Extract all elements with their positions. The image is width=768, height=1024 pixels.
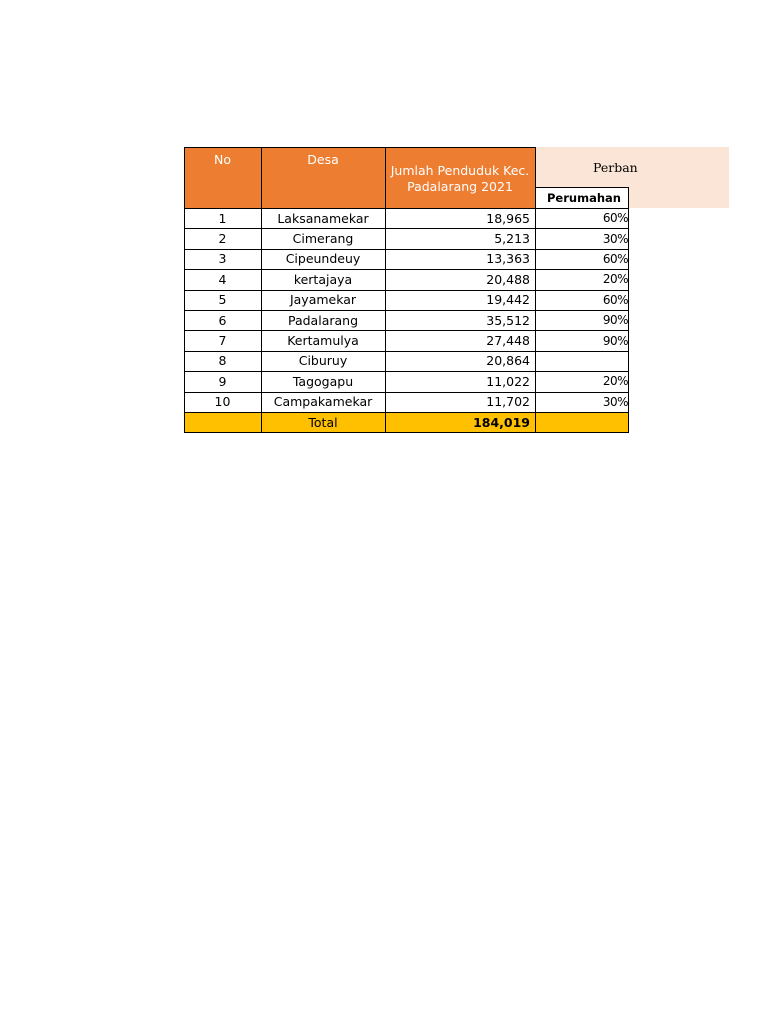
- cell-perumahan-9[interactable]: [535, 371, 628, 391]
- cell-no-9[interactable]: [184, 371, 261, 391]
- grid-col-line: [535, 147, 536, 433]
- cell-total-label-text: Total: [308, 414, 338, 430]
- grid-col-line: [628, 187, 629, 433]
- cell-total-label[interactable]: [261, 412, 385, 432]
- grid-row-line: [184, 290, 629, 291]
- grid-col-line: [261, 147, 262, 433]
- cell-perumahan-8[interactable]: [535, 351, 628, 371]
- header-perumahan[interactable]: [535, 187, 628, 208]
- cell-jumlah-9-text: 11,022: [486, 373, 530, 389]
- header-no-text: No: [214, 152, 231, 167]
- cell-perumahan-1-text: 60%: [602, 211, 628, 226]
- cell-desa-7-text: Kertamulya: [287, 333, 359, 349]
- grid-col-line: [184, 147, 185, 433]
- cell-jumlah-9[interactable]: [385, 371, 535, 391]
- header-perumahan-text: Perumahan: [547, 190, 621, 205]
- cell-no-1-text: 1: [218, 210, 227, 226]
- grid-row-line: [184, 351, 629, 352]
- cell-desa-1-text: Laksanamekar: [277, 210, 369, 226]
- cell-no-9-text: 9: [218, 373, 227, 389]
- cell-perumahan-2-text: 30%: [602, 231, 628, 246]
- cell-desa-8[interactable]: [261, 351, 385, 371]
- header-desa-text: Desa: [307, 152, 339, 167]
- cell-total-perumahan[interactable]: [535, 412, 628, 432]
- cell-no-8[interactable]: [184, 351, 261, 371]
- cell-perumahan-6-text: 90%: [602, 313, 628, 328]
- cell-jumlah-4-text: 20,488: [486, 271, 530, 287]
- cell-jumlah-7[interactable]: [385, 330, 535, 350]
- cell-perumahan-6[interactable]: [535, 310, 628, 330]
- cell-perumahan-4-text: 20%: [602, 272, 628, 287]
- cell-no-7[interactable]: [184, 330, 261, 350]
- cell-perumahan-10[interactable]: [535, 392, 628, 412]
- cell-no-1[interactable]: [184, 208, 261, 228]
- cell-jumlah-1[interactable]: [385, 208, 535, 228]
- grid-row-line: [184, 330, 629, 331]
- cell-no-6[interactable]: [184, 310, 261, 330]
- grid-subheader-top: [535, 187, 629, 188]
- cell-perumahan-1[interactable]: [535, 208, 628, 228]
- cell-desa-2[interactable]: [261, 228, 385, 248]
- grid-row-line: [184, 310, 629, 311]
- cell-jumlah-10[interactable]: [385, 392, 535, 412]
- cell-jumlah-5[interactable]: [385, 290, 535, 310]
- cell-desa-4[interactable]: [261, 269, 385, 289]
- cell-total-jumlah[interactable]: [385, 412, 535, 432]
- cell-total-no[interactable]: [184, 412, 261, 432]
- grid-top: [184, 147, 536, 148]
- cell-perumahan-4[interactable]: [535, 269, 628, 289]
- cell-desa-4-text: kertajaya: [293, 271, 353, 287]
- cell-no-5-text: 5: [218, 292, 227, 308]
- cell-desa-6[interactable]: [261, 310, 385, 330]
- cell-jumlah-1-text: 18,965: [486, 210, 530, 226]
- grid-row-line: [184, 412, 629, 413]
- header-jumlah-line-1: Jumlah Penduduk Kec.: [390, 163, 530, 178]
- cell-jumlah-2[interactable]: [385, 228, 535, 248]
- header-peach-fill[interactable]: [628, 187, 729, 208]
- cell-jumlah-3-text: 13,363: [486, 251, 530, 267]
- cell-perumahan-2[interactable]: [535, 228, 628, 248]
- cell-jumlah-8-text: 20,864: [486, 353, 530, 369]
- cell-jumlah-6[interactable]: [385, 310, 535, 330]
- cell-perumahan-7[interactable]: [535, 330, 628, 350]
- cell-perumahan-7-text: 90%: [602, 333, 628, 348]
- cell-no-10-text: 10: [214, 394, 231, 410]
- cell-perumahan-5[interactable]: [535, 290, 628, 310]
- grid-row-line: [184, 208, 629, 209]
- cell-perumahan-9-text: 20%: [602, 374, 628, 389]
- cell-desa-8-text: Ciburuy: [298, 353, 348, 369]
- cell-jumlah-3[interactable]: [385, 249, 535, 269]
- cell-no-2-text: 2: [218, 231, 227, 247]
- cell-total-jumlah-text: 184,019: [473, 414, 530, 430]
- cell-no-4-text: 4: [218, 271, 227, 287]
- header-no[interactable]: [184, 147, 261, 208]
- cell-desa-9[interactable]: [261, 371, 385, 391]
- header-perbandingan[interactable]: [535, 147, 729, 187]
- cell-desa-2-text: Cimerang: [292, 231, 354, 247]
- cell-no-8-text: 8: [218, 353, 227, 369]
- cell-jumlah-2-text: 5,213: [494, 231, 530, 247]
- cell-jumlah-5-text: 19,442: [486, 292, 530, 308]
- cell-no-6-text: 6: [218, 312, 227, 328]
- header-perbandingan-text: Perban: [593, 159, 638, 175]
- grid-col-line: [385, 147, 386, 433]
- header-desa[interactable]: [261, 147, 385, 208]
- cell-desa-10[interactable]: [261, 392, 385, 412]
- header-jumlah-penduduk[interactable]: [385, 147, 535, 208]
- grid-row-line: [184, 371, 629, 372]
- cell-jumlah-8[interactable]: [385, 351, 535, 371]
- cell-desa-6-text: Padalarang: [287, 312, 359, 328]
- header-jumlah-line-2: Padalarang 2021: [407, 179, 513, 194]
- cell-jumlah-7-text: 27,448: [486, 333, 530, 349]
- cell-jumlah-10-text: 11,702: [486, 394, 530, 410]
- cell-perumahan-3-text: 60%: [602, 251, 628, 266]
- cell-desa-3-text: Cipeundeuy: [285, 251, 361, 267]
- cell-no-3[interactable]: [184, 249, 261, 269]
- cell-desa-5-text: Jayamekar: [289, 292, 357, 308]
- cell-desa-10-text: Campakamekar: [273, 394, 373, 410]
- cell-no-5[interactable]: [184, 290, 261, 310]
- cell-desa-7[interactable]: [261, 330, 385, 350]
- cell-no-7-text: 7: [218, 333, 227, 349]
- cell-desa-5[interactable]: [261, 290, 385, 310]
- grid-row-line: [184, 269, 629, 270]
- cell-no-2[interactable]: [184, 228, 261, 248]
- cell-jumlah-6-text: 35,512: [486, 312, 530, 328]
- cell-no-4[interactable]: [184, 269, 261, 289]
- cell-desa-9-text: Tagogapu: [292, 373, 354, 389]
- cell-desa-3[interactable]: [261, 249, 385, 269]
- cell-jumlah-4[interactable]: [385, 269, 535, 289]
- cell-perumahan-5-text: 60%: [602, 292, 628, 307]
- cell-perumahan-3[interactable]: [535, 249, 628, 269]
- grid-row-line: [184, 249, 629, 250]
- grid-row-line: [184, 432, 629, 433]
- cell-desa-1[interactable]: [261, 208, 385, 228]
- grid-row-line: [184, 392, 629, 393]
- cell-no-3-text: 3: [218, 251, 227, 267]
- cell-no-10[interactable]: [184, 392, 261, 412]
- cell-perumahan-10-text: 30%: [602, 394, 628, 409]
- grid-row-line: [184, 228, 629, 229]
